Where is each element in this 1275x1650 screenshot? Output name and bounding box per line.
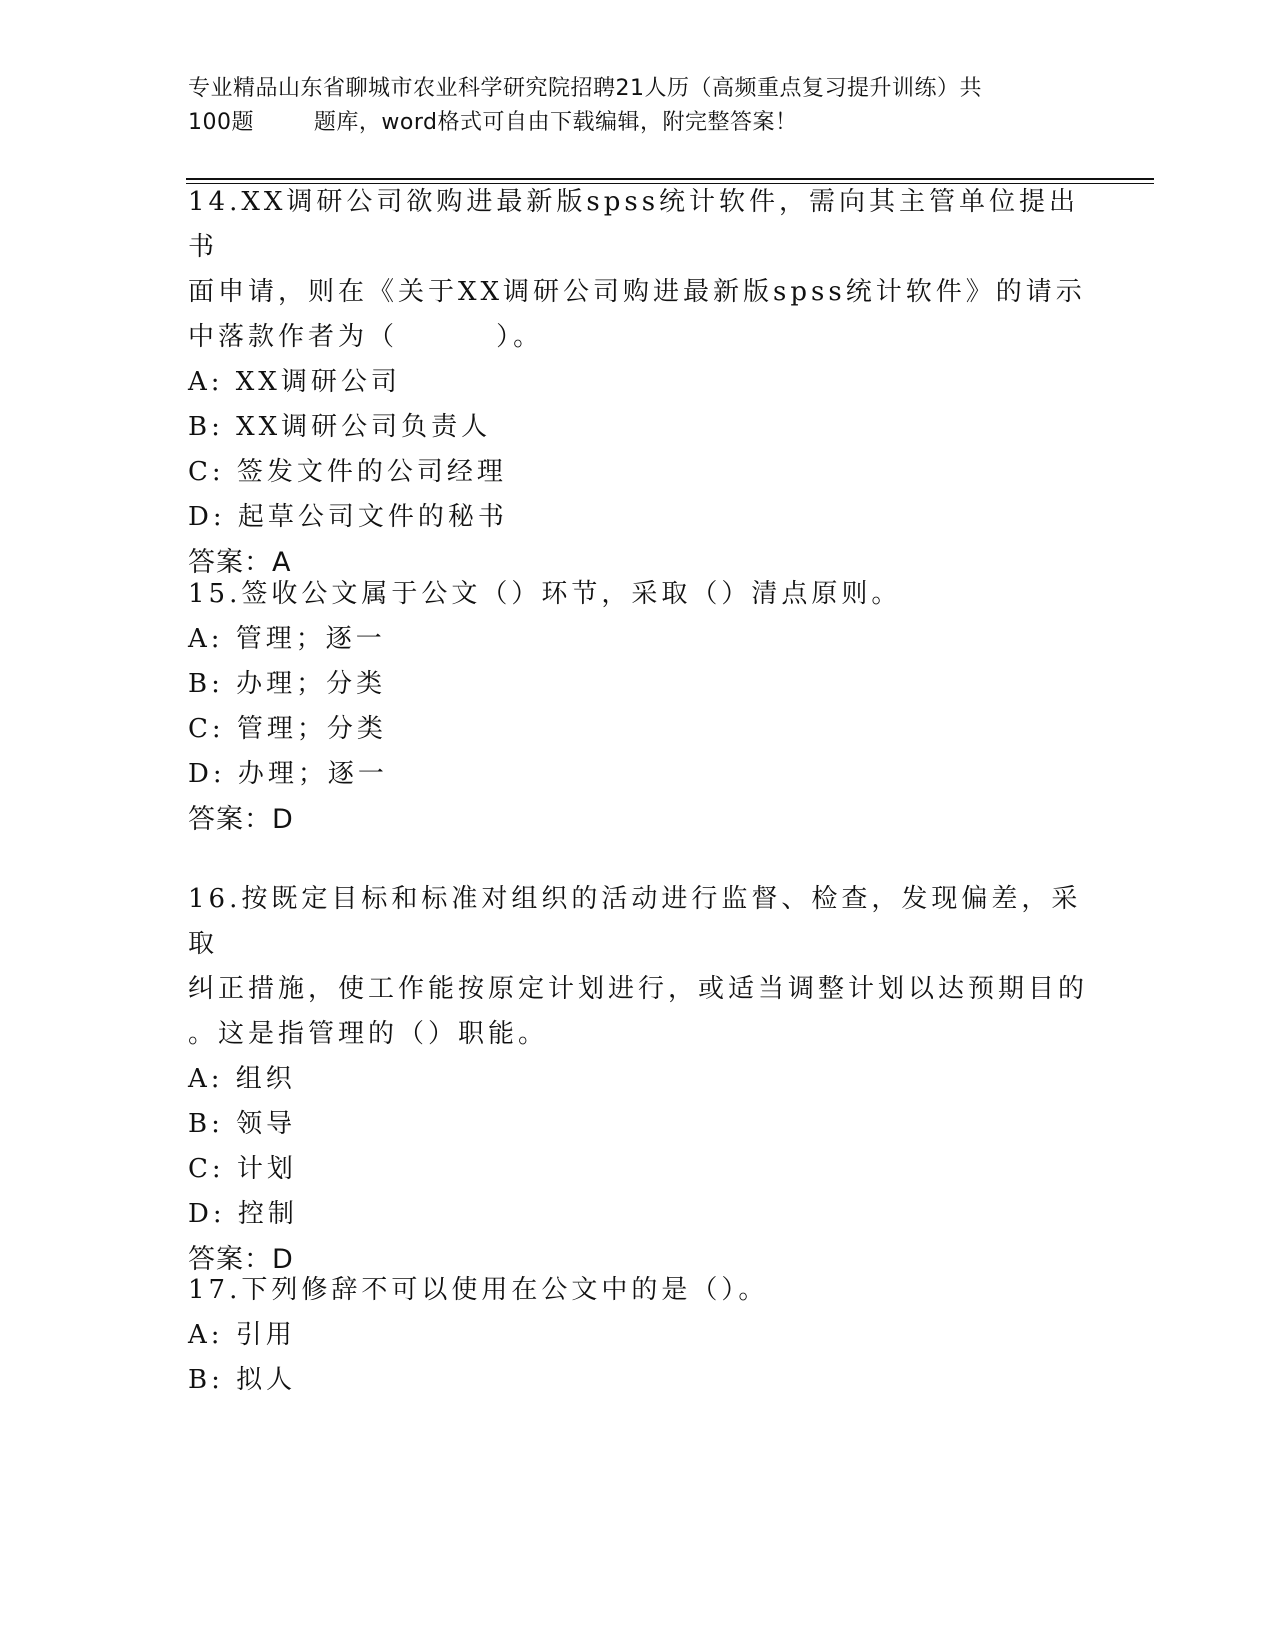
option-b: B: XX调研公司负责人	[188, 412, 492, 442]
question-17	[188, 1268, 1088, 1403]
header-line-1: 专业精品山东省聊城市农业科学研究院招聘21人历（高频重点复习提升训练）共	[188, 76, 982, 101]
document-header	[188, 72, 1088, 140]
option-d: D: 控制	[188, 1199, 298, 1229]
question-stem-line: 纠正措施，使工作能按原定计划进行，或适当调整计划以达预期目的	[188, 974, 1089, 1004]
option-a: A: 引用	[188, 1320, 296, 1350]
option-c: C: 计划	[188, 1154, 297, 1184]
question-stem-line: 16.按既定目标和标准对组织的活动进行监督、检查，发现偏差，采取	[188, 884, 1082, 959]
question-stem-line: 15.签收公文属于公文（）环节，采取（）清点原则。	[188, 579, 902, 609]
option-b: B: 拟人	[188, 1365, 297, 1395]
option-b: B: 办理；分类	[188, 669, 387, 699]
option-d: D: 办理；逐一	[188, 759, 388, 789]
header-line-2: 100题 题库，word格式可自由下载编辑，附完整答案！	[188, 110, 798, 135]
option-c: C: 管理；分类	[188, 714, 387, 744]
option-b: B: 领导	[188, 1109, 297, 1139]
question-stem-line: 面申请，则在《关于XX调研公司购进最新版spss统计软件》的请示	[188, 277, 1086, 307]
question-stem-line: 。这是指管理的（）职能。	[188, 1019, 549, 1049]
answer: 答案：A	[188, 547, 292, 578]
option-c: C: 签发文件的公司经理	[188, 457, 507, 487]
option-a: A: XX调研公司	[188, 367, 401, 397]
option-a: A: 管理；逐一	[188, 624, 386, 654]
answer: 答案：D	[188, 804, 294, 835]
question-stem-line: 14.XX调研公司欲购进最新版spss统计软件，需向其主管单位提出书	[188, 187, 1080, 262]
question-15	[188, 572, 1088, 842]
question-stem-line: 17.下列修辞不可以使用在公文中的是（）。	[188, 1275, 769, 1305]
question-16	[188, 877, 1088, 1282]
question-stem-line: 中落款作者为（ ）。	[188, 322, 544, 352]
answer: 答案：D	[188, 1244, 294, 1275]
question-14	[188, 180, 1088, 585]
option-d: D: 起草公司文件的秘书	[188, 502, 508, 532]
option-a: A: 组织	[188, 1064, 296, 1094]
